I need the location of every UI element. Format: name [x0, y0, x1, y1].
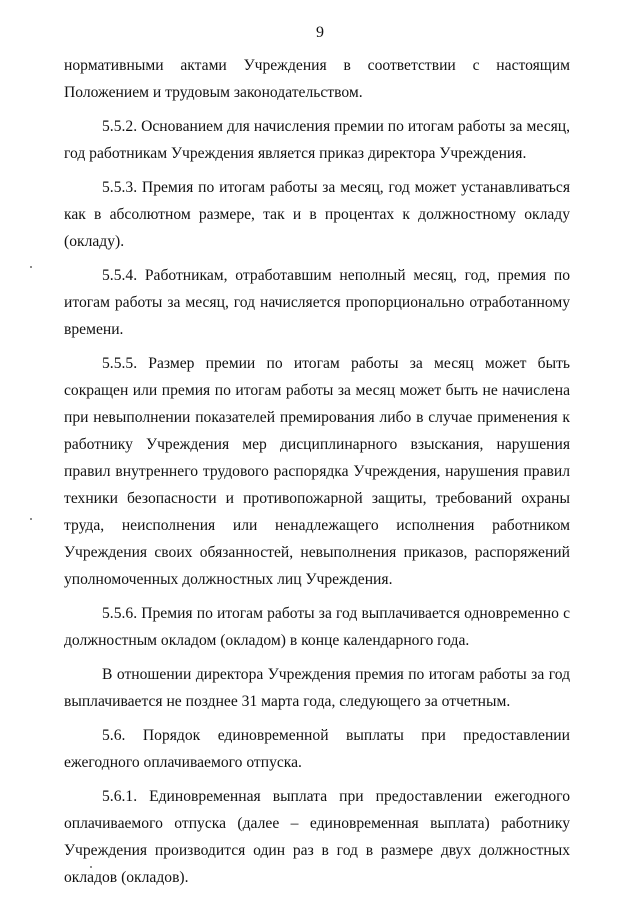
scan-speck	[90, 866, 92, 868]
document-body	[64, 52, 570, 898]
paragraph-5-6-1: 5.6.1. Единовременная выплата при предоставлении ежегодного оплачиваемого отпуска (далее – единовременная выплата) работнику Учреждения производится один раз в год в размере двух должностных окладов (окладов).	[64, 788, 570, 886]
paragraph-director: В отношении директора Учреждения премия по итогам работы за год выплачивается не позднее 31 марта года, следующего за отчетным.	[64, 666, 570, 710]
paragraph-5-5-6: 5.5.6. Премия по итогам работы за год выплачивается одновременно с должностным окладом (окладом) в конце календарного года.	[64, 605, 570, 649]
paragraph-5-5-5: 5.5.5. Размер премии по итогам работы за месяц может быть сокращен или премия по итогам работы за месяц может быть не начислена при невыполнении показателей премирования либо в случае применения к работнику Учреждения мер дисциплинарного взыскания, нарушения правил внутреннего трудового распорядка Учреждения, нарушения правил техники безопасности и противопожарной защиты, требований охраны труда, неисполнения или ненадлежащего исполнения работником Учреждения своих обязанностей, невыполнения приказов, распоряжений уполномоченных должностных лиц Учреждения.	[64, 355, 570, 588]
paragraph-5-5-4: 5.5.4. Работникам, отработавшим неполный месяц, год, премия по итогам работы за месяц, год начисляется пропорционально отработанному времени.	[64, 267, 570, 338]
paragraph-continued: нормативными актами Учреждения в соответствии с настоящим Положением и трудовым законодательством.	[64, 57, 570, 101]
scan-speck	[30, 266, 32, 268]
paragraph-5-5-3: 5.5.3. Премия по итогам работы за месяц, год может устанавливаться как в абсолютном размере, так и в процентах к должностному окладу (окладу).	[64, 179, 570, 250]
scan-speck	[30, 518, 32, 520]
paragraph-5-5-2: 5.5.2. Основанием для начисления премии по итогам работы за месяц, год работникам Учреждения является приказ директора Учреждения.	[64, 118, 570, 162]
paragraph-5-6: 5.6. Порядок единовременной выплаты при предоставлении ежегодного оплачиваемого отпуска.	[64, 727, 570, 771]
page-number: 9	[316, 24, 324, 41]
